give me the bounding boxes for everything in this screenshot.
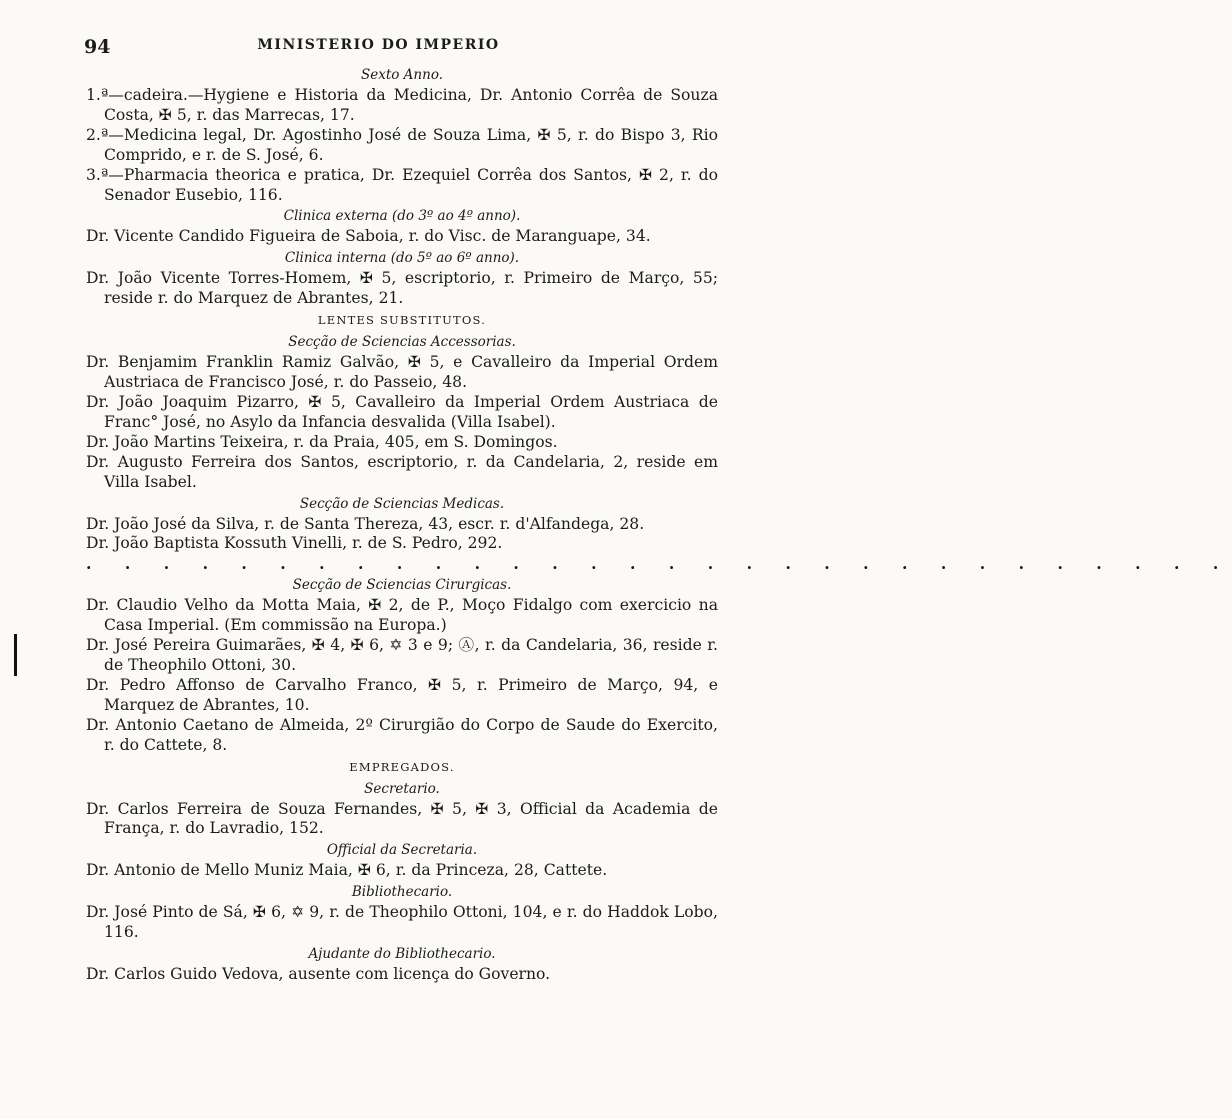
accessorias-entry-3: Dr. João Martins Teixeira, r. da Praia, 405, em S. Domingos. — [86, 432, 558, 451]
chair-entry-2: 2.ª—Medicina legal, Dr. Agostinho José de Souza Lima, ✠ 5, r. do Bispo 3, Rio Comprido, e r. de S. José, 6. — [86, 125, 718, 164]
clinica-interna-heading: Clinica interna (do 5º ao 6º anno). — [284, 250, 520, 267]
clinica-interna-entry: Dr. João Vicente Torres-Homem, ✠ 5, escriptorio, r. Primeiro de Março, 55; reside r. do Marquez de Abrantes, 21. — [86, 269, 718, 308]
year-heading: Sexto Anno. — [360, 67, 443, 83]
page-body — [86, 64, 1232, 985]
official-heading: Official da Secretaria. — [326, 842, 478, 859]
secretario-entry: Dr. Carlos Ferreira de Souza Fernandes, ✠ 5, ✠ 3, Official da Academia de França, r. do Lavradio, 152. — [86, 799, 718, 838]
clinica-externa-entry: Dr. Vicente Candido Figueira de Saboia, r. do Visc. de Maranguape, 34. — [86, 227, 651, 246]
clinica-externa-heading: Clinica externa (do 3º ao 4º anno). — [283, 208, 521, 225]
medicas-entry-2: Dr. João Baptista Kossuth Vinelli, r. de S. Pedro, 292. — [86, 534, 503, 553]
ajudante-entry: Dr. Carlos Guido Vedova, ausente com licença do Governo. — [86, 965, 551, 984]
medicas-heading: Secção de Sciencias Medicas. — [299, 495, 505, 512]
cirurgicas-entry-2: Dr. José Pereira Guimarães, ✠ 4, ✠ 6, ✡ 3 e 9; Ⓐ, r. da Candelaria, 36, reside r. de Theophilo Ottoni, 30. — [86, 636, 718, 675]
empregados-heading: EMPREGADOS. — [349, 759, 455, 774]
lentes-heading: LENTES SUBSTITUTOS. — [317, 313, 487, 328]
accessorias-entry-1: Dr. Benjamim Franklin Ramiz Galvão, ✠ 5, e Cavalleiro da Imperial Ordem Austriaca de Francisco José, r. do Passeio, 48. — [86, 353, 718, 392]
running-head: MINISTERIO DO IMPERIO — [257, 37, 500, 53]
accessorias-entry-2: Dr. João Joaquim Pizarro, ✠ 5, Cavalleiro da Imperial Ordem Austriaca de Franc° José, no Asylo da Infancia desvalida (Villa Isabel). — [86, 392, 718, 431]
margin-mark — [14, 634, 17, 676]
ajudante-heading: Ajudante do Bibliothecario. — [308, 946, 496, 963]
cirurgicas-heading: Secção de Sciencias Cirurgicas. — [292, 577, 512, 594]
bibliothecario-heading: Bibliothecario. — [351, 884, 453, 901]
cirurgicas-entry-4: Dr. Antonio Caetano de Almeida, 2º Cirurgião do Corpo de Saude do Exercito, r. do Cattete, 8. — [86, 715, 718, 754]
accessorias-heading: Secção de Sciencias Accessorias. — [288, 334, 516, 351]
cirurgicas-entry-3: Dr. Pedro Affonso de Carvalho Franco, ✠ 5, r. Primeiro de Março, 94, e Marquez de Abrantes, 10. — [86, 675, 718, 714]
page-number: 94 — [84, 36, 111, 58]
medicas-entry-1: Dr. João José da Silva, r. de Santa Thereza, 43, escr. r. d'Alfandega, 28. — [86, 514, 645, 533]
bibliothecario-entry: Dr. José Pinto de Sá, ✠ 6, ✡ 9, r. de Theophilo Ottoni, 104, e r. do Haddok Lobo, 116. — [86, 903, 718, 942]
secretario-heading: Secretario. — [364, 780, 440, 797]
accessorias-entry-4: Dr. Augusto Ferreira dos Santos, escriptorio, r. da Candelaria, 2, reside em Villa Isabel. — [86, 452, 718, 491]
dotted-leader: . . . . . . . . . . . . . . . . . . . . . . . . . . . . . . — [86, 554, 1232, 574]
chair-entry-1: 1.ª—cadeira.—Hygiene e Historia da Medicina, Dr. Antonio Corrêa de Souza Costa, ✠ 5, r. das Marrecas, 17. — [86, 86, 718, 124]
official-entry: Dr. Antonio de Mello Muniz Maia, ✠ 6, r. da Princeza, 28, Cattete. — [86, 861, 608, 880]
chair-entry-3: 3.ª—Pharmacia theorica e pratica, Dr. Ezequiel Corrêa dos Santos, ✠ 2, r. do Senador Eusebio, 116. — [86, 165, 718, 204]
cirurgicas-entry-1: Dr. Claudio Velho da Motta Maia, ✠ 2, de P., Moço Fidalgo com exercicio na Casa Imperial. (Em commissão na Europa.) — [86, 596, 718, 635]
